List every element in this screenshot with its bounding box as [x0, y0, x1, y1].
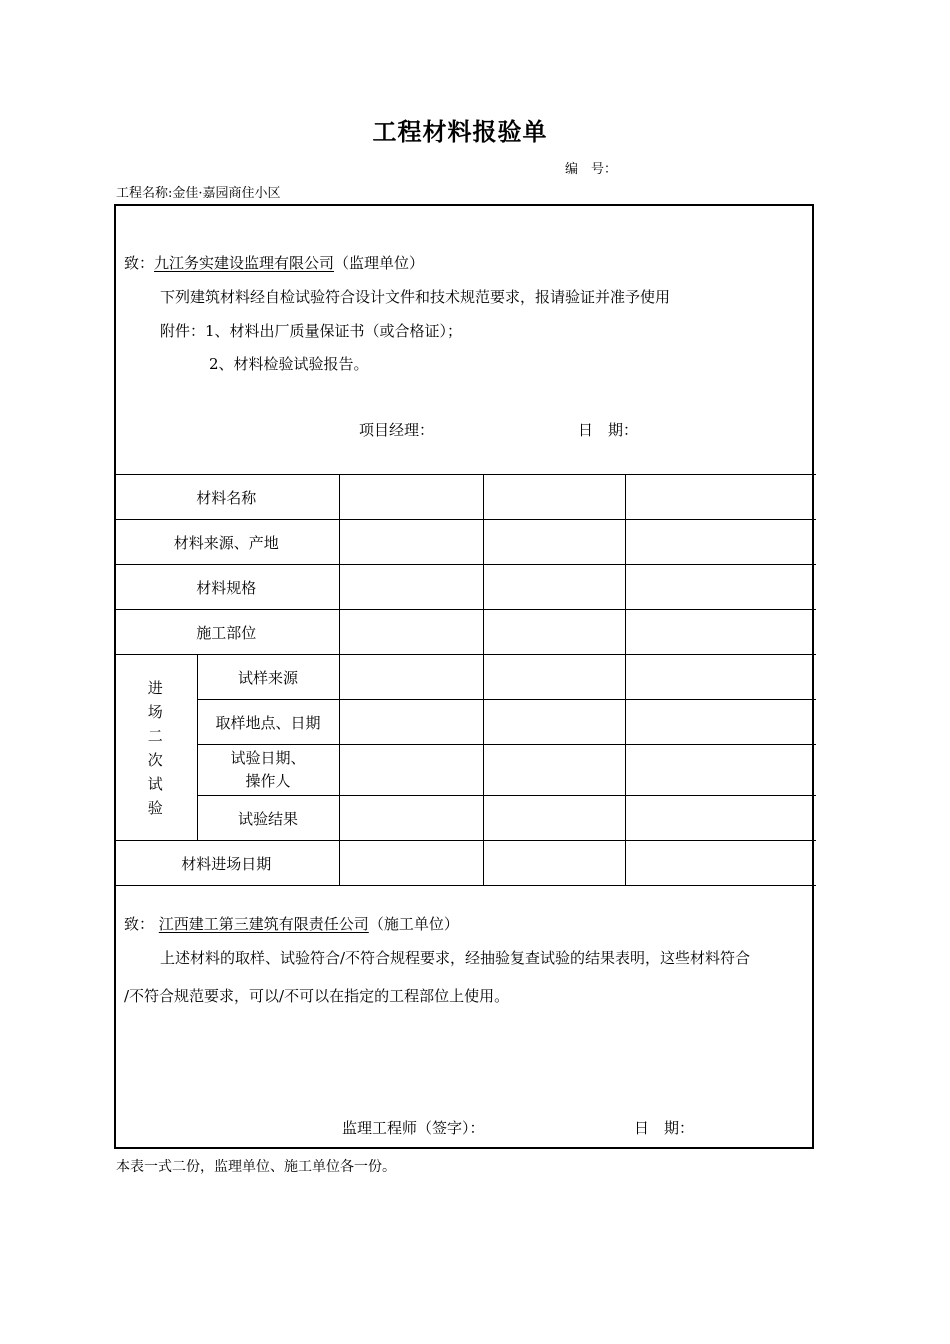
retest-char: 二 — [147, 726, 163, 745]
material-source-label: 材料来源、产地 — [114, 520, 339, 565]
sample-source-label: 试样来源 — [197, 655, 339, 700]
table-cell — [625, 610, 816, 655]
table-cell — [483, 475, 625, 520]
table-row — [114, 655, 816, 700]
test-date-line-2: 操作人 — [245, 772, 291, 790]
retest-char: 次 — [147, 750, 163, 769]
table-cell — [339, 565, 483, 610]
table-row — [114, 610, 816, 655]
form-title: 工程材料报验单 — [372, 118, 548, 146]
retest-char: 验 — [147, 798, 163, 817]
supervisor-company: 九江务实建设监理有限公司 — [154, 254, 335, 272]
table-cell — [625, 520, 816, 565]
attachment-2: 2、材料检验试验报告。 — [209, 355, 369, 373]
table-cell — [625, 700, 816, 745]
table-cell — [483, 700, 625, 745]
project-name: 工程名称:金佳·嘉园商住小区 — [116, 186, 281, 201]
table-cell — [483, 841, 625, 886]
submission-statement: 下列建筑材料经自检试验符合设计文件和技术规范要求，报请验证并准予使用 — [160, 288, 671, 306]
test-result-label: 试验结果 — [197, 796, 339, 841]
table-cell — [625, 565, 816, 610]
retest-char: 场 — [147, 702, 163, 721]
retest-group-label — [114, 655, 197, 841]
table-cell — [483, 796, 625, 841]
materials-table — [114, 474, 816, 886]
retest-char: 进 — [147, 678, 163, 697]
attachment-1: 附件：1、材料出厂质量保证书（或合格证）； — [160, 322, 463, 340]
table-cell — [339, 475, 483, 520]
material-spec-label: 材料规格 — [114, 565, 339, 610]
table-cell — [339, 745, 483, 796]
table-row — [114, 796, 816, 841]
material-name-label: 材料名称 — [114, 475, 339, 520]
table-cell — [625, 745, 816, 796]
footnote: 本表一式二份，监理单位、施工单位各一份。 — [116, 1159, 396, 1175]
table-row — [114, 841, 816, 886]
table-cell — [483, 610, 625, 655]
table-cell — [339, 655, 483, 700]
table-cell — [625, 796, 816, 841]
retest-char: 试 — [147, 774, 163, 793]
to-prefix: 致： — [124, 915, 155, 933]
table-cell — [625, 655, 816, 700]
serial-number-label: 编 号： — [565, 162, 618, 177]
construction-part-label: 施工部位 — [114, 610, 339, 655]
table-cell — [339, 700, 483, 745]
test-date-line-1: 试验日期、 — [230, 749, 306, 767]
table-cell — [483, 655, 625, 700]
table-cell — [339, 796, 483, 841]
table-cell — [483, 745, 625, 796]
project-manager-label: 项目经理： — [359, 421, 435, 439]
conclusion-line-2: /不符合规范要求，可以/不可以在指定的工程部位上使用。 — [124, 987, 510, 1005]
date-label-2: 日 期： — [634, 1119, 695, 1137]
table-row — [114, 475, 816, 520]
table-cell — [483, 520, 625, 565]
to-prefix: 致： — [124, 254, 155, 272]
table-cell — [625, 841, 816, 886]
contractor-role: （施工单位） — [368, 915, 459, 933]
table-row — [114, 565, 816, 610]
date-label-1: 日 期： — [578, 421, 639, 439]
test-date-operator-label — [197, 745, 339, 796]
table-cell — [339, 520, 483, 565]
table-row — [114, 745, 816, 796]
table-row — [114, 700, 816, 745]
supervisor-addressee — [124, 252, 424, 273]
contractor-company: 江西建工第三建筑有限责任公司 — [158, 915, 369, 933]
supervisor-role: （监理单位） — [334, 254, 425, 272]
engineer-signature-label: 监理工程师（签字）： — [342, 1119, 485, 1137]
table-row — [114, 520, 816, 565]
table-cell — [483, 565, 625, 610]
table-cell — [625, 475, 816, 520]
contractor-addressee — [124, 913, 459, 934]
table-cell — [339, 841, 483, 886]
table-cell — [339, 610, 483, 655]
entry-date-label: 材料进场日期 — [114, 841, 339, 886]
conclusion-line-1: 上述材料的取样、试验符合/不符合规程要求，经抽验复查试验的结果表明，这些材料符合 — [160, 949, 751, 967]
sampling-place-date-label: 取样地点、日期 — [197, 700, 339, 745]
